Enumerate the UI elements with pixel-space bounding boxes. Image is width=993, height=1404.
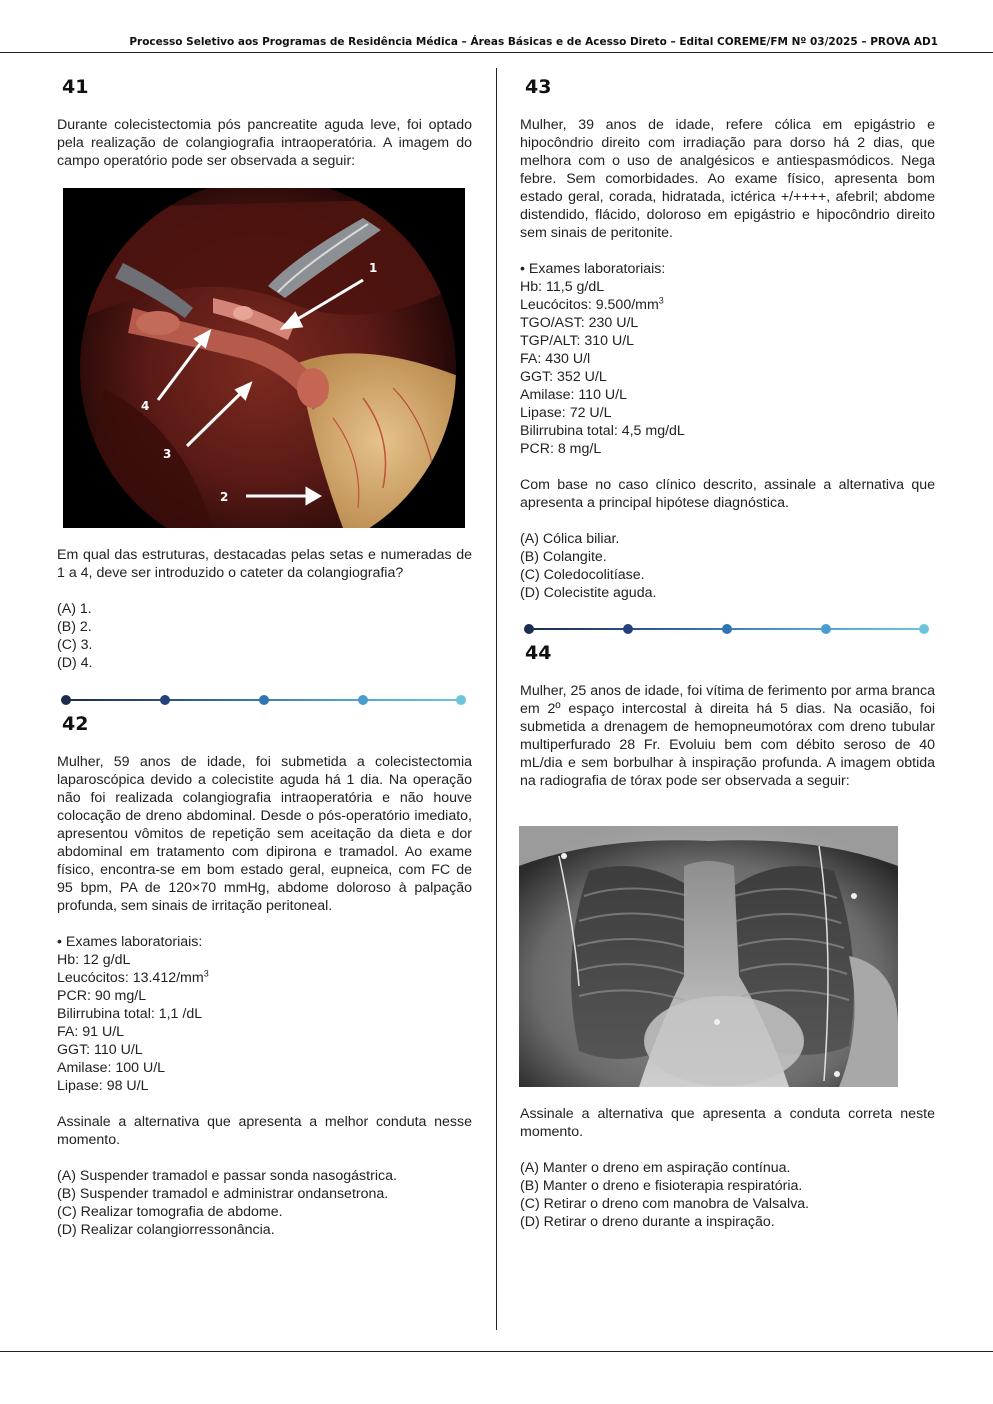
option-d: (D) Retirar o dreno durante a inspiração.: [520, 1214, 775, 1230]
question-43: [520, 76, 935, 602]
option-a: (A) Suspender tramadol e passar sonda nasogástrica.: [57, 1168, 397, 1184]
question-text: Assinale a alternativa que apresenta a melhor conduta nesse momento.: [57, 1114, 472, 1148]
option-c: (C) Realizar tomografia de abdome.: [57, 1204, 283, 1220]
lab-bilirrubina: Bilirrubina total: 1,1 /dL: [57, 1006, 203, 1022]
question-number: 43: [525, 76, 552, 98]
page-header: Processo Seletivo aos Programas de Residência Médica – Áreas Básicas e de Acesso Direto – Edital COREME/FM Nº 03/2025 – PROVA AD1: [129, 36, 938, 48]
figure-label-3: 3: [163, 447, 172, 461]
lab-fa: FA: 430 U/l: [520, 351, 591, 367]
question-number: 41: [62, 76, 89, 98]
question-41: [57, 76, 472, 170]
footer-rule: [0, 1351, 993, 1352]
option-b: (B) 2.: [57, 619, 92, 635]
lab-leucocitos: Leucócitos: $9.500/mm^3$: [520, 295, 664, 313]
lab-tgp: TGP/ALT: 310 U/L: [520, 333, 635, 349]
option-d: (D) Realizar colangiorressonância.: [57, 1222, 275, 1238]
labs-title: • Exames laboratoriais:: [57, 934, 203, 950]
option-a: (A) Cólica biliar.: [520, 531, 620, 547]
question-text: Com base no caso clínico descrito, assinale a alternativa que apresenta a principal hipótese diagnóstica.: [520, 477, 935, 511]
question-44: [520, 642, 935, 790]
labs-title: • Exames laboratoriais:: [520, 261, 666, 277]
option-d: (D) Colecistite aguda.: [520, 585, 657, 601]
lab-lipase: Lipase: 98 U/L: [57, 1078, 149, 1094]
lab-pcr: PCR: 8 mg/L: [520, 441, 602, 457]
column-divider: [496, 68, 497, 1330]
section-divider-right: [520, 624, 935, 634]
lab-results: [57, 933, 472, 1095]
figure-label-2: 2: [220, 490, 229, 504]
question-intro: Mulher, 39 anos de idade, refere cólica em epigástrio e hipocôndrio direito com irradiação para dorso há 2 dias, que melhora com o uso de analgésicos e antiespasmódicos. Nega febre. Sem comorbidades. Ao exame físico, apresenta bom estado geral, corada, hidratada, ictérica +/++++, afebril; abdome distendido, flácido, doloroso em epigástrio e hipocôndrio direito sem sinais de peritonite.: [520, 117, 935, 241]
lab-amilase: Amilase: 110 U/L: [520, 387, 627, 403]
lab-hb: Hb: 12 g/dL: [57, 952, 131, 968]
option-a: (A) Manter o dreno em aspiração contínua.: [520, 1160, 791, 1176]
figure-label-4: 4: [141, 399, 150, 413]
option-c: (C) Coledocolitíase.: [520, 567, 645, 583]
option-a: (A) 1.: [57, 601, 92, 617]
lab-tgo: TGO/AST: 230 U/L: [520, 315, 639, 331]
lab-hb: Hb: 11,5 g/dL: [520, 279, 605, 295]
option-c: (C) 3.: [57, 637, 93, 653]
lab-ggt: GGT: 352 U/L: [520, 369, 607, 385]
question-44-body: [520, 1105, 935, 1231]
surgical-field-image: [63, 188, 465, 528]
question-text: Assinale a alternativa que apresenta a conduta correta neste momento.: [520, 1106, 935, 1140]
header-rule: [0, 52, 993, 53]
question-number: 42: [62, 713, 89, 735]
question-41-body: [57, 546, 472, 672]
question-intro: Durante colecistectomia pós pancreatite aguda leve, foi optado pela realização de colangiografia intraoperatória. A imagem do campo operatório pode ser observada a seguir:: [57, 117, 472, 169]
question-42: [57, 713, 472, 1239]
chest-xray-image: [519, 826, 898, 1087]
option-b: (B) Manter o dreno e fisioterapia respiratória.: [520, 1178, 803, 1194]
lab-leucocitos: Leucócitos: $13.412/mm^3$: [57, 968, 209, 986]
lab-amilase: Amilase: 100 U/L: [57, 1060, 166, 1076]
lab-fa: FA: 91 U/L: [57, 1024, 125, 1040]
option-b: (B) Suspender tramadol e administrar ondansetrona.: [57, 1186, 389, 1202]
lab-lipase: Lipase: 72 U/L: [520, 405, 612, 421]
option-d: (D) 4.: [57, 655, 93, 671]
question-intro: Mulher, 25 anos de idade, foi vítima de ferimento por arma branca em 2º espaço intercostal à direita há 5 dias. Na ocasião, foi submetida a drenagem de hemopneumotórax com dreno tubular multiperfurado 28 Fr. Evoluiu bem com débito seroso de 40 mL/dia e sem borbulhar à inspiração profunda. A imagem obtida na radiografia de tórax pode ser observada a seguir:: [520, 683, 935, 789]
option-b: (B) Colangite.: [520, 549, 607, 565]
lab-bilirrubina: Bilirrubina total: 4,5 mg/dL: [520, 423, 685, 439]
lab-results: [520, 260, 935, 458]
question-intro: Mulher, 59 anos de idade, foi submetida a colecistectomia laparoscópica devido a colecistite aguda há 1 dia. Na operação não foi realizada colangiografia intraoperatória e não houve colocação de dreno abdominal. Desde o pós-operatório imediato, apresentou vômitos de repetição sem aceitação da dieta e dor abdominal em tratamento com dipirona e tramadol. Ao exame físico, encontra-se em bom estado geral, eupneica, com FC de 95 bpm, PA de 120×70 mmHg, abdome doloroso à palpação profunda, sem sinais de irritação peritoneal.: [57, 754, 472, 914]
lab-pcr: PCR: 90 mg/L: [57, 988, 147, 1004]
question-text: Em qual das estruturas, destacadas pelas setas e numeradas de 1 a 4, deve ser introduzido o cateter da colangiografia?: [57, 547, 472, 581]
figure-label-1: 1: [369, 261, 378, 275]
option-c: (C) Retirar o dreno com manobra de Valsalva.: [520, 1196, 810, 1212]
lab-ggt: GGT: 110 U/L: [57, 1042, 143, 1058]
question-number: 44: [525, 642, 552, 664]
section-divider-left: [57, 695, 472, 705]
